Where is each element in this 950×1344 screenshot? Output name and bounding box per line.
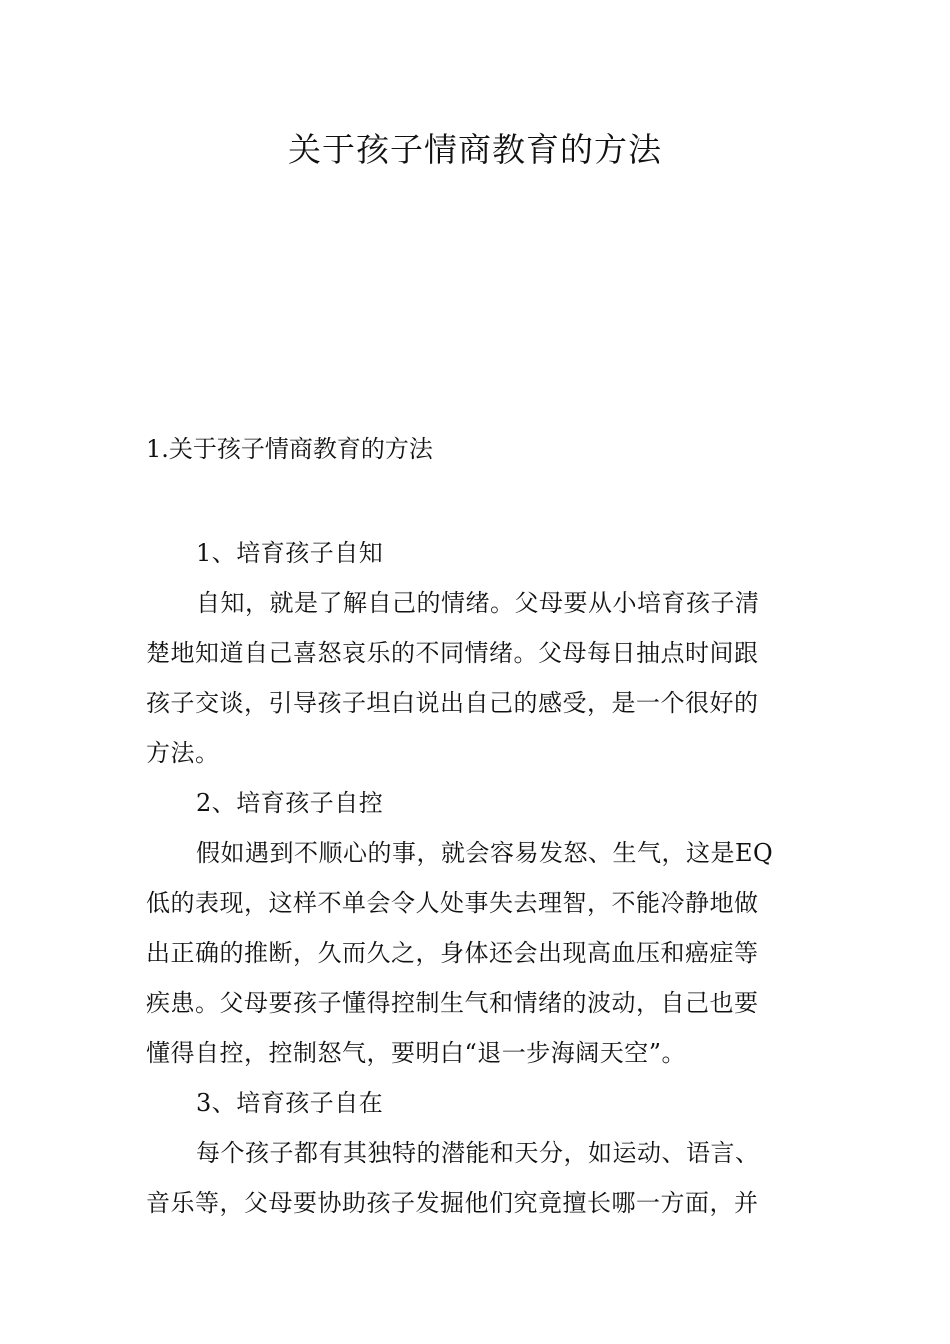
paragraph-line: 出正确的推断，久而久之，身体还会出现高血压和癌症等 [146, 939, 759, 967]
paragraph-line: 自知，就是了解自己的情绪。父母要从小培育孩子清 [196, 589, 760, 617]
paragraph-line: 楚地知道自己喜怒哀乐的不同情绪。父母每日抽点时间跟 [146, 639, 759, 667]
paragraph-line: 每个孩子都有其独特的潜能和天分，如运动、语言、 [196, 1139, 760, 1167]
paragraph-line: 低的表现，这样不单会令人处事失去理智，不能冷静地做 [146, 889, 759, 917]
paragraph-line: 假如遇到不顺心的事，就会容易发怒、生气，这是EQ [196, 839, 774, 867]
paragraph-line: 音乐等，父母要协助孩子发掘他们究竟擅长哪一方面，并 [146, 1189, 759, 1217]
section-heading: 1.关于孩子情商教育的方法 [146, 435, 433, 463]
subheading-self-control: 2、培育孩子自控 [196, 789, 384, 817]
document-body [146, 528, 810, 1228]
paragraph-line: 疾患。父母要孩子懂得控制生气和情绪的波动，自己也要 [146, 989, 759, 1017]
document-title: 关于孩子情商教育的方法 [288, 130, 662, 169]
subheading-self-ease: 3、培育孩子自在 [196, 1089, 384, 1117]
paragraph-line: 懂得自控，控制怒气，要明白“退一步海阔天空”。 [146, 1039, 687, 1067]
subheading-self-awareness: 1、培育孩子自知 [196, 539, 384, 567]
paragraph-line: 方法。 [146, 739, 220, 767]
paragraph-line: 孩子交谈，引导孩子坦白说出自己的感受，是一个很好的 [146, 689, 759, 717]
